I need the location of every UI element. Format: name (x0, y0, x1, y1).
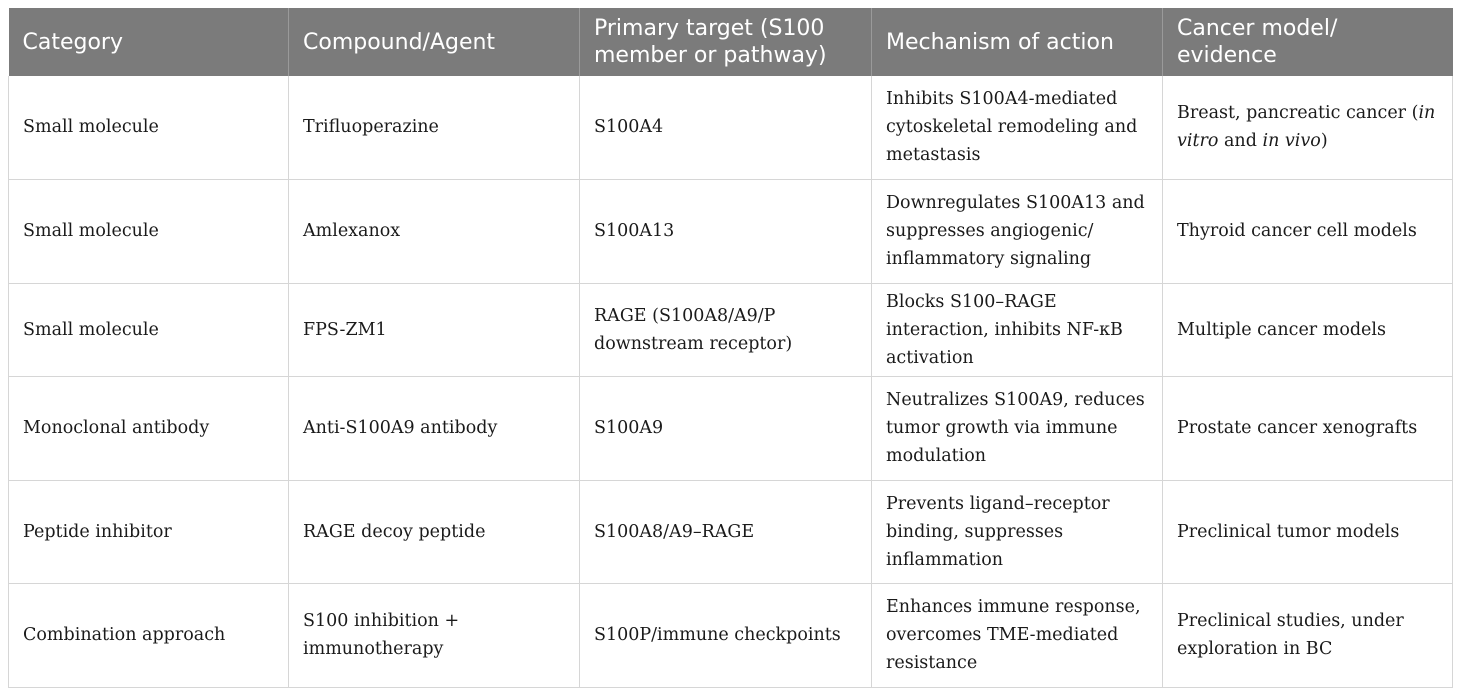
cell-evidence (1163, 76, 1453, 179)
cell-compound: S100 inhibition + immunotherapy (289, 583, 580, 687)
cell-category: Peptide inhibitor (9, 480, 289, 583)
header-row (9, 8, 1453, 76)
evidence-text: and (1218, 131, 1263, 152)
table-row (9, 376, 1453, 480)
cell-mechanism: Inhibits S100A4-mediated cytoskeletal remodeling and metastasis (872, 76, 1163, 179)
table-row (9, 76, 1453, 179)
cell-target: S100A8/A9–RAGE (580, 480, 872, 583)
cell-target: S100A13 (580, 179, 872, 283)
cell-target: RAGE (S100A8/A9/P downstream receptor) (580, 283, 872, 376)
cell-mechanism: Neutralizes S100A9, reduces tumor growth via immune modulation (872, 376, 1163, 480)
cell-evidence: Preclinical tumor models (1163, 480, 1453, 583)
evidence-text: ) (1320, 131, 1328, 152)
header-primary-target: Primary target (S100 member or pathway) (580, 8, 872, 76)
cell-evidence: Preclinical studies, under exploration in BC (1163, 583, 1453, 687)
table-row (9, 583, 1453, 687)
cell-compound: Trifluoperazine (289, 76, 580, 179)
s100-inhibitors-table (8, 8, 1453, 688)
table-body (9, 76, 1453, 687)
cell-category: Combination approach (9, 583, 289, 687)
cell-category: Small molecule (9, 179, 289, 283)
header-cancer-model: Cancer model/ evidence (1163, 8, 1453, 76)
cell-compound: FPS-ZM1 (289, 283, 580, 376)
evidence-text: Breast, pancreatic cancer ( (1177, 103, 1419, 124)
cell-target: S100A4 (580, 76, 872, 179)
evidence-italic: in vitro (1177, 103, 1436, 152)
cell-mechanism: Downregulates S100A13 and suppresses angiogenic/ inflammatory signaling (872, 179, 1163, 283)
cell-evidence: Multiple cancer models (1163, 283, 1453, 376)
cell-target: S100P/immune checkpoints (580, 583, 872, 687)
cell-mechanism: Enhances immune response, overcomes TME-mediated resistance (872, 583, 1163, 687)
cell-category: Small molecule (9, 283, 289, 376)
evidence-italic: in vivo (1262, 131, 1321, 152)
table-row (9, 179, 1453, 283)
header-category: Category (9, 8, 289, 76)
header-compound: Compound/Agent (289, 8, 580, 76)
header-mechanism: Mechanism of action (872, 8, 1163, 76)
cell-evidence: Thyroid cancer cell models (1163, 179, 1453, 283)
cell-compound: Amlexanox (289, 179, 580, 283)
table-header (9, 8, 1453, 76)
cell-compound: RAGE decoy peptide (289, 480, 580, 583)
cell-evidence: Prostate cancer xenografts (1163, 376, 1453, 480)
table-row (9, 480, 1453, 583)
cell-category: Monoclonal antibody (9, 376, 289, 480)
cell-mechanism: Blocks S100–RAGE interaction, inhibits NF-κB activation (872, 283, 1163, 376)
cell-category: Small molecule (9, 76, 289, 179)
s100-inhibitors-table-container (8, 8, 1452, 688)
table-row (9, 283, 1453, 376)
cell-compound: Anti-S100A9 antibody (289, 376, 580, 480)
cell-target: S100A9 (580, 376, 872, 480)
cell-mechanism: Prevents ligand–receptor binding, suppresses inflammation (872, 480, 1163, 583)
